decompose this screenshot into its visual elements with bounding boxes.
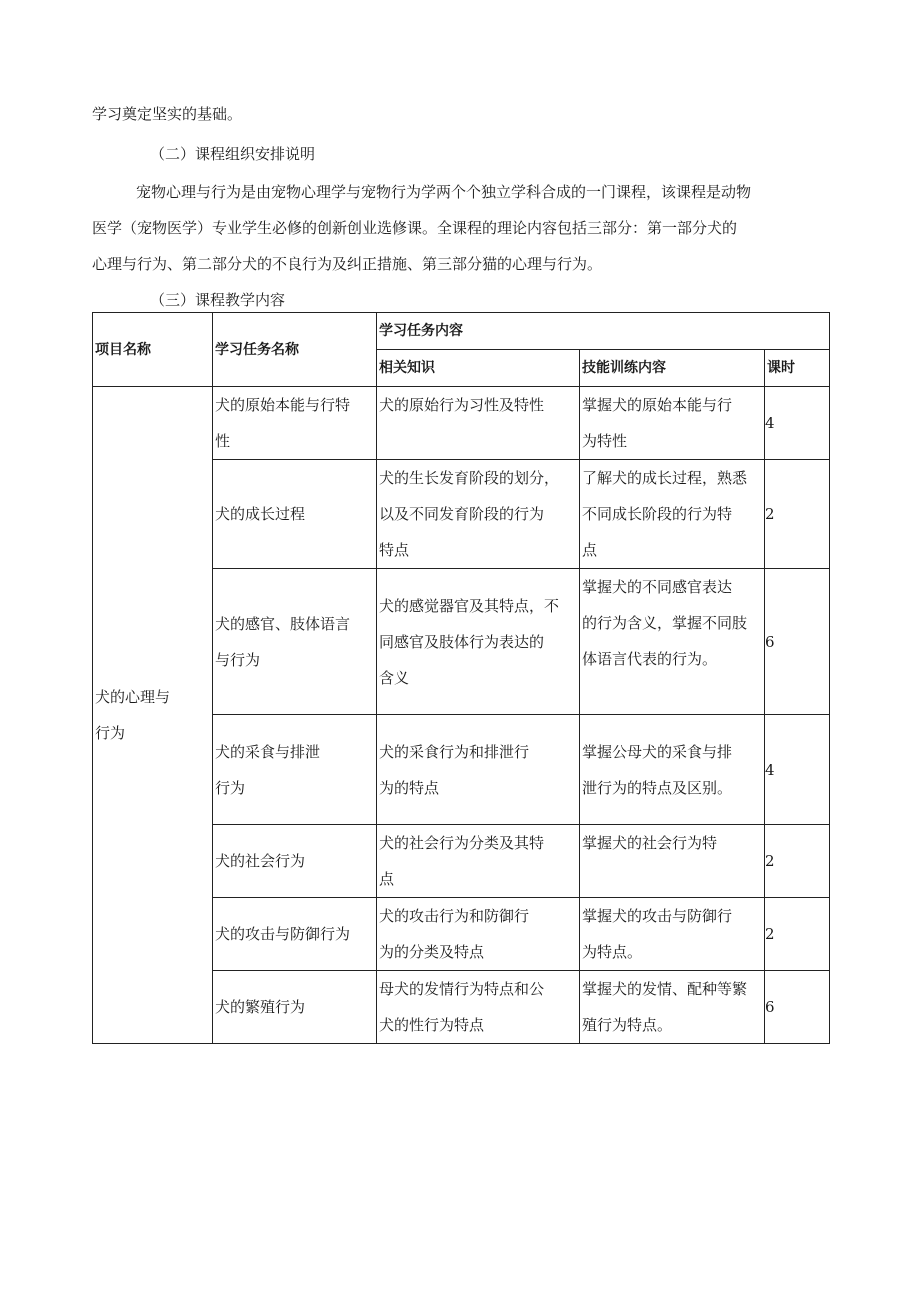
knowledge-cell bbox=[377, 569, 580, 715]
task-line: 性 bbox=[215, 432, 231, 450]
section3-heading: （三）课程教学内容 bbox=[150, 291, 286, 309]
skills-cell bbox=[580, 460, 765, 569]
task-line: 与行为 bbox=[215, 650, 261, 669]
header-hours: 课时 bbox=[765, 350, 830, 387]
knowledge-cell bbox=[377, 898, 580, 971]
project-line: 行为 bbox=[95, 724, 126, 742]
section2-paragraph bbox=[92, 174, 832, 282]
skills-line: 掌握犬的攻击与防御行 bbox=[582, 907, 733, 925]
knowledge-line: 为的特点 bbox=[379, 778, 440, 797]
hours-cell: 2 bbox=[765, 898, 830, 971]
skills-line: 殖行为特点。 bbox=[582, 1016, 673, 1034]
knowledge-line: 犬的社会行为分类及其特 bbox=[379, 834, 545, 852]
task-line: 犬的攻击与防御行为 bbox=[215, 925, 351, 943]
hours-cell: 4 bbox=[765, 387, 830, 460]
knowledge-line: 为的分类及特点 bbox=[379, 943, 485, 961]
skills-cell bbox=[580, 387, 765, 460]
task-cell bbox=[213, 971, 377, 1044]
knowledge-line: 点 bbox=[379, 870, 395, 888]
knowledge-line: 特点 bbox=[379, 541, 410, 559]
task-line: 行为 bbox=[215, 778, 246, 797]
knowledge-line: 含义 bbox=[379, 668, 410, 687]
knowledge-cell bbox=[377, 971, 580, 1044]
course-content-table bbox=[92, 312, 830, 1044]
skills-line: 掌握犬的不同感官表达 bbox=[582, 578, 733, 596]
hours-cell: 2 bbox=[765, 460, 830, 569]
knowledge-line: 犬的采食行为和排泄行 bbox=[379, 742, 530, 761]
skills-line: 泄行为的特点及区别。 bbox=[582, 778, 733, 797]
skills-cell bbox=[580, 898, 765, 971]
task-line: 犬的原始本能与行特 bbox=[215, 396, 351, 414]
knowledge-line: 母犬的发情行为特点和公 bbox=[379, 980, 545, 998]
project-cell bbox=[93, 387, 213, 1044]
knowledge-line: 犬的攻击行为和防御行 bbox=[379, 907, 530, 925]
task-cell bbox=[213, 569, 377, 715]
skills-line: 了解犬的成长过程，熟悉 bbox=[582, 469, 748, 487]
skills-cell bbox=[580, 825, 765, 898]
header-knowledge: 相关知识 bbox=[377, 350, 580, 387]
task-line: 犬的成长过程 bbox=[215, 505, 306, 523]
project-line: 犬的心理与 bbox=[95, 688, 171, 706]
task-line: 犬的采食与排泄 bbox=[215, 742, 321, 761]
knowledge-line: 犬的原始行为习性及特性 bbox=[379, 396, 545, 414]
skills-cell bbox=[580, 971, 765, 1044]
task-line: 犬的感官、肢体语言 bbox=[215, 614, 351, 633]
skills-line: 为特性 bbox=[582, 432, 628, 450]
paragraph-line: 宠物心理与行为是由宠物心理学与宠物行为学两个个独立学科合成的一门课程，该课程是动物 bbox=[136, 183, 752, 201]
knowledge-line: 犬的感觉器官及其特点，不 bbox=[379, 596, 560, 615]
intro-continuation: 学习奠定坚实的基础。 bbox=[92, 105, 243, 123]
knowledge-cell bbox=[377, 460, 580, 569]
task-line: 犬的繁殖行为 bbox=[215, 998, 306, 1016]
task-cell bbox=[213, 387, 377, 460]
hours-cell: 4 bbox=[765, 715, 830, 825]
skills-line: 掌握犬的原始本能与行 bbox=[582, 396, 733, 414]
table-row bbox=[93, 387, 830, 460]
knowledge-cell bbox=[377, 825, 580, 898]
section2-heading: （二）课程组织安排说明 bbox=[150, 145, 316, 163]
skills-cell bbox=[580, 715, 765, 825]
skills-line: 掌握犬的发情、配种等繁 bbox=[582, 980, 748, 998]
knowledge-line: 以及不同发育阶段的行为 bbox=[379, 505, 545, 523]
knowledge-line: 犬的性行为特点 bbox=[379, 1016, 485, 1034]
header-skills: 技能训练内容 bbox=[580, 350, 765, 387]
skills-line: 掌握公母犬的采食与排 bbox=[582, 742, 733, 761]
task-cell bbox=[213, 715, 377, 825]
task-cell bbox=[213, 825, 377, 898]
task-cell bbox=[213, 460, 377, 569]
skills-line: 掌握犬的社会行为特 bbox=[582, 834, 718, 852]
hours-cell: 2 bbox=[765, 825, 830, 898]
skills-line: 体语言代表的行为。 bbox=[582, 650, 718, 668]
skills-line: 不同成长阶段的行为特 bbox=[582, 505, 733, 523]
hours-cell: 6 bbox=[765, 569, 830, 715]
header-task-name: 学习任务名称 bbox=[213, 313, 377, 387]
header-task-content: 学习任务内容 bbox=[377, 313, 830, 350]
paragraph-line: 心理与行为、第二部分犬的不良行为及纠正措施、第三部分猫的心理与行为。 bbox=[92, 255, 603, 273]
knowledge-cell bbox=[377, 715, 580, 825]
task-cell bbox=[213, 898, 377, 971]
task-line: 犬的社会行为 bbox=[215, 852, 306, 870]
hours-cell: 6 bbox=[765, 971, 830, 1044]
skills-line: 为特点。 bbox=[582, 943, 643, 961]
knowledge-line: 同感官及肢体行为表达的 bbox=[379, 632, 545, 651]
skills-line: 点 bbox=[582, 541, 598, 559]
paragraph-line: 医学（宠物医学）专业学生必修的创新创业选修课。全课程的理论内容包括三部分：第一部分犬的 bbox=[92, 219, 738, 237]
header-project-name: 项目名称 bbox=[93, 313, 213, 387]
knowledge-cell bbox=[377, 387, 580, 460]
knowledge-line: 犬的生长发育阶段的划分， bbox=[379, 469, 560, 487]
skills-cell bbox=[580, 569, 765, 715]
skills-line: 的行为含义，掌握不同肢 bbox=[582, 614, 748, 632]
